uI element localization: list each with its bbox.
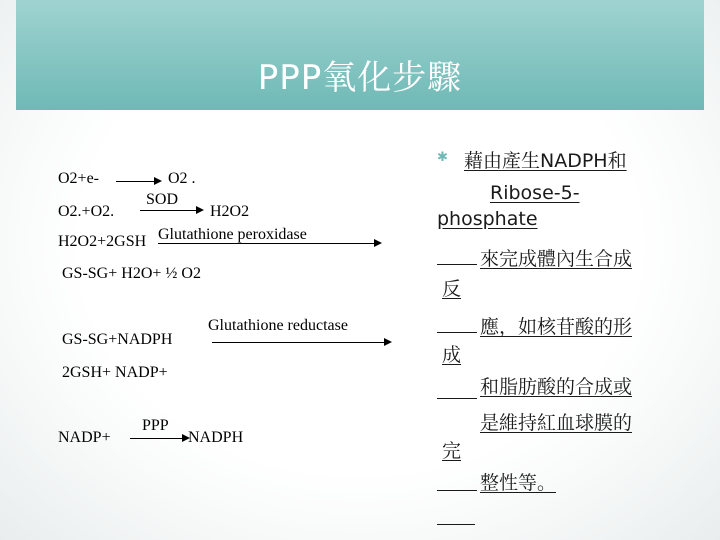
reaction1-reactant: O2+e- bbox=[58, 170, 100, 187]
bullet-icon: ✱ bbox=[437, 150, 448, 165]
underline-segment bbox=[437, 524, 475, 525]
reaction3-arrow bbox=[158, 243, 380, 244]
bullet-line-1: 藉由產生NADPH和 bbox=[464, 150, 627, 172]
bullet-line-2: Ribose-5- bbox=[490, 182, 580, 204]
reaction4-arrow bbox=[212, 342, 390, 343]
reaction5-arrow bbox=[130, 438, 188, 439]
underline-segment bbox=[437, 490, 477, 491]
reaction2-reactant: O2.+O2. bbox=[58, 203, 115, 220]
bullet-line-7: 成 bbox=[442, 344, 462, 366]
slide-title: PPP氧化步驟 bbox=[257, 58, 463, 98]
reaction2-arrow bbox=[140, 210, 202, 211]
reaction5-product: NADPH bbox=[188, 429, 244, 446]
reaction5-enzyme: PPP bbox=[142, 417, 169, 434]
bullet-line-4: 來完成體內生合成 bbox=[480, 248, 633, 270]
bullet-line-11: 整性等。 bbox=[480, 472, 557, 494]
reaction2-enzyme: SOD bbox=[146, 191, 179, 208]
underline-segment bbox=[437, 264, 477, 265]
bullet-line-6: 應，如核苷酸的形 bbox=[480, 316, 633, 338]
bullet-line-5: 反 bbox=[442, 278, 462, 300]
bullet-line-10: 完 bbox=[442, 440, 462, 462]
reaction3-reactant: H2O2+2GSH bbox=[58, 233, 147, 250]
bullet-line-9: 是維持紅血球膜的 bbox=[480, 412, 633, 434]
reaction2-product: H2O2 bbox=[210, 203, 250, 220]
underline-segment bbox=[437, 398, 477, 399]
reaction3-products: GS-SG+ H2O+ ½ O2 bbox=[62, 265, 201, 282]
bullet-line-3: phosphate bbox=[437, 208, 538, 230]
reaction4-products: 2GSH+ NADP+ bbox=[62, 364, 168, 381]
bullet-line-8: 和脂肪酸的合成或 bbox=[480, 376, 633, 398]
reaction4-enzyme: Glutathione reductase bbox=[208, 317, 348, 334]
reaction1-product: O2 . bbox=[168, 170, 196, 187]
reaction1-arrow bbox=[116, 181, 160, 182]
reaction3-enzyme: Glutathione peroxidase bbox=[158, 226, 307, 243]
reaction5-reactant: NADP+ bbox=[58, 429, 111, 446]
underline-segment bbox=[437, 332, 477, 333]
reaction4-reactant: GS-SG+NADPH bbox=[62, 331, 173, 348]
